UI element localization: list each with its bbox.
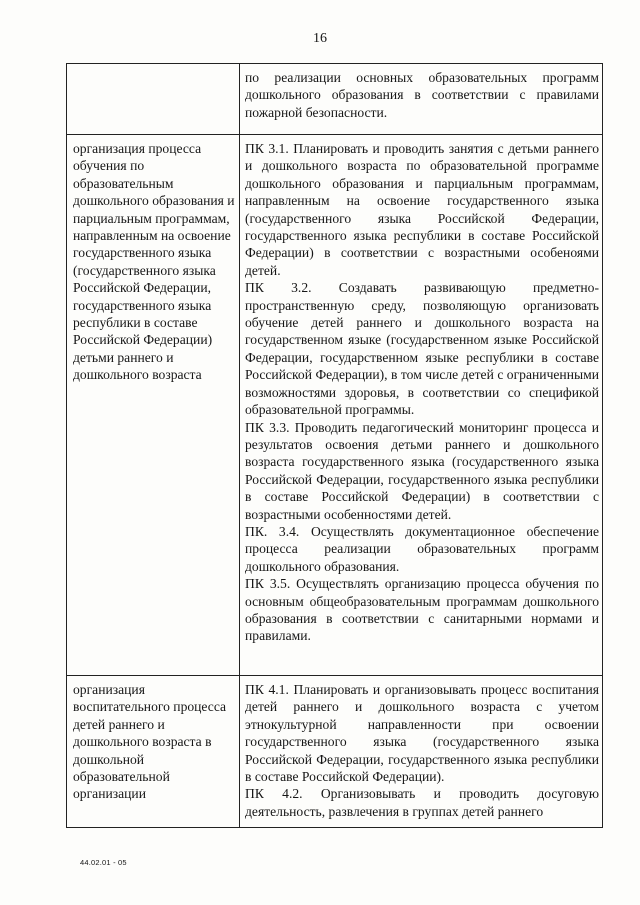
column-divider [239, 64, 240, 827]
form-code: 44.02.01 - 05 [80, 858, 127, 867]
page-number: 16 [313, 31, 327, 46]
competency-paragraph: по реализации основных образовательных программ дошкольного образования в соответствии с правилами пожарной безопасности. [245, 70, 599, 120]
row-divider [67, 675, 602, 676]
activity-cell: организация воспитательного процесса детей раннего и дошкольного возраста в дошкольной образовательной организации [73, 682, 227, 802]
row-divider [67, 134, 602, 135]
competency-paragraph: ПК. 3.4. Осуществлять документационное обеспечение процесса реализации образовательных программ дошкольного образования. [245, 523, 599, 574]
competency-cell [245, 681, 599, 820]
competency-table [66, 63, 603, 828]
activity-cell: организация процесса обучения по образовательным дошкольного образования и парциальным программам, направленным на освоение государственного языка (государственного языка Российской Федерации, государственного языка республики в составе Российской Федерации) детьми раннего и дошкольного возраста [73, 141, 235, 383]
competency-paragraph: ПК 3.2. Создавать развивающую предметно-пространственную среду, позволяющую организовать обучение детей раннего и дошкольного возраста на государственном языке (государственном языке Российской Федерации, государственном языке республики в составе Российской Федерации), в том числе детей с ограниченными возможностями здоровья, в соответствии со спецификой образовательной программы. [245, 280, 599, 418]
competency-paragraph: ПК 3.1. Планировать и проводить занятия с детьми раннего и дошкольного возраста по образовательной программе дошкольного образования и парциальным программам, направленным на освоение государственного языка (государственного языка Российской Федерации, государственного языка республики в составе Российской Федерации) в соответствии с возрастными особеноями детей. [245, 141, 599, 278]
competency-paragraph: ПК 3.5. Осуществлять организацию процесса обучения по основным общеобразовательным программам дошкольного образования в соответствии с санитарными нормами и правилами. [245, 576, 599, 644]
competency-cell [245, 69, 599, 121]
competency-paragraph: ПК 4.1. Планировать и организовывать процесс воспитания детей раннего и дошкольного возраста с учетом этнокультурной направленности при освоении государственного языка (государственного языка Российской Федерации, государственного языка республики в составе Российской Федерации). [245, 682, 599, 785]
competency-paragraph: ПК 4.2. Организовывать и проводить досуговую деятельность, развлечения в группах детей раннего [245, 786, 599, 819]
competency-cell [245, 140, 599, 645]
competency-paragraph: ПК 3.3. Проводить педагогический мониторинг процесса и результатов освоения детьми раннего и дошкольного возраста государственного языка (государственного языка Российской Федерации, государственного языка республики в составе Российской Федерации) в соответствии с возрастными особенностями детей. [245, 419, 599, 522]
